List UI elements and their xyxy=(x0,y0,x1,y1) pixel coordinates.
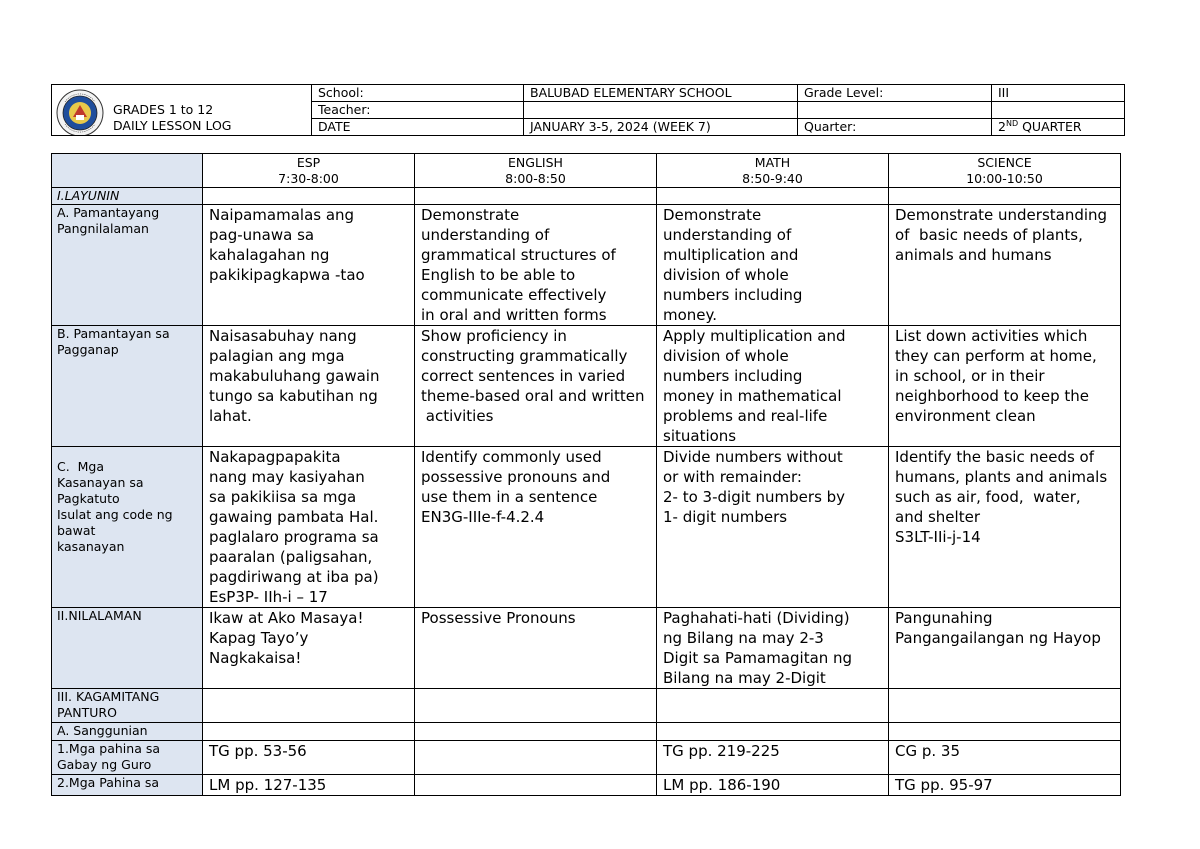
cell-line: numbers including xyxy=(663,286,803,304)
teacher-value xyxy=(524,102,798,119)
row-label-layunin: I.LAYUNIN xyxy=(52,188,203,205)
cell-line: Digit sa Pamamagitan ng xyxy=(663,649,853,667)
cell xyxy=(889,188,1121,205)
cell-line: S3LT-IIi-j-14 xyxy=(895,528,981,546)
cell-line: B. Pamantayan sa xyxy=(57,326,170,341)
cell-line: or with remainder: xyxy=(663,468,802,486)
learner-materials-english xyxy=(415,775,657,796)
cell-line: Pagkatuto xyxy=(57,491,120,506)
quarter-word: QUARTER xyxy=(1018,119,1082,134)
cell xyxy=(415,188,657,205)
cell-line: neighborhood to keep the xyxy=(895,387,1090,405)
cell-line: numbers including xyxy=(663,367,803,385)
teacher-extra-cell xyxy=(798,102,992,119)
column-header-esp: ESP 7:30-8:00 xyxy=(203,154,415,188)
header-title-cell xyxy=(52,85,312,136)
cell-line: Bilang na may 2-Digit xyxy=(663,669,826,687)
row-label-kasanayan xyxy=(52,447,203,608)
cell-line: Pangunahing xyxy=(895,609,993,627)
learning-competency-esp xyxy=(203,447,415,608)
quarter-suffix: ND xyxy=(1005,118,1019,128)
cell-line: communicate effectively xyxy=(421,286,607,304)
content-esp xyxy=(203,608,415,689)
header-title-line1: GRADES 1 to 12 xyxy=(113,102,214,117)
teacher-guide-english xyxy=(415,741,657,775)
cell-line: Naipamamalas ang xyxy=(209,206,355,224)
cell-line: Nagkakaisa! xyxy=(209,649,302,667)
content-standard-math xyxy=(657,205,889,326)
cell-line: money. xyxy=(663,306,718,324)
cell-line: 1- digit numbers xyxy=(663,508,788,526)
cell-line: Pangangailangan ng Hayop xyxy=(895,629,1101,647)
cell-line: humans, plants and animals xyxy=(895,468,1108,486)
cell-line: pag-unawa sa xyxy=(209,226,315,244)
cell-line: lahat. xyxy=(209,407,252,425)
cell-line: palagian ang mga xyxy=(209,347,345,365)
performance-standard-english xyxy=(415,326,657,447)
cell-line: sa pakikiisa sa mga xyxy=(209,488,357,506)
learner-materials-science: TG pp. 95-97 xyxy=(889,775,1121,796)
cell-line: paaralan (paligsahan, xyxy=(209,548,373,566)
cell-line: English to be able to xyxy=(421,266,576,284)
cell xyxy=(203,689,415,723)
cell-line: Pangnilalaman xyxy=(57,221,149,236)
learning-competency-english xyxy=(415,447,657,608)
learning-competency-science xyxy=(889,447,1121,608)
cell-line: List down activities which xyxy=(895,327,1088,345)
cell-line: activities xyxy=(421,407,494,425)
cell-line: animals and humans xyxy=(895,246,1052,264)
cell-line: 1.Mga pahina sa xyxy=(57,741,160,756)
quarter-value xyxy=(992,119,1125,136)
learning-competency-math xyxy=(657,447,889,608)
teacher-guide-math: TG pp. 219-225 xyxy=(657,741,889,775)
grade-level-label: Grade Level: xyxy=(798,85,992,102)
cell-line: of basic needs of plants, xyxy=(895,226,1083,244)
quarter-label: Quarter: xyxy=(798,119,992,136)
cell-line: they can perform at home, xyxy=(895,347,1097,365)
teacher-label: Teacher: xyxy=(312,102,524,119)
quarter-number: 2 xyxy=(998,119,1006,134)
cell-line: Demonstrate xyxy=(421,206,520,224)
cell-line: division of whole xyxy=(663,266,789,284)
cell xyxy=(415,689,657,723)
cell-line: tungo sa kabutihan ng xyxy=(209,387,378,405)
school-label: School: xyxy=(312,85,524,102)
cell-line: constructing grammatically xyxy=(421,347,628,365)
cell xyxy=(657,689,889,723)
cell-line: kasanayan xyxy=(57,539,125,554)
cell-line: Identify the basic needs of xyxy=(895,448,1095,466)
row-label-pamantayang-pangnilalaman xyxy=(52,205,203,326)
school-value: BALUBAD ELEMENTARY SCHOOL xyxy=(524,85,798,102)
cell-line: 2- to 3-digit numbers by xyxy=(663,488,846,506)
corner-cell xyxy=(52,154,203,188)
cell-line: Apply multiplication and xyxy=(663,327,846,345)
teacher-guide-science: CG p. 35 xyxy=(889,741,1121,775)
content-science xyxy=(889,608,1121,689)
cell-line: kahalagahan ng xyxy=(209,246,330,264)
cell-line: and shelter xyxy=(895,508,980,526)
grade-level-value: III xyxy=(992,85,1125,102)
date-label: DATE xyxy=(312,119,524,136)
row-label-sanggunian: A. Sanggunian xyxy=(52,723,203,741)
learner-materials-math: LM pp. 186-190 xyxy=(657,775,889,796)
teacher-guide-esp: TG pp. 53-56 xyxy=(203,741,415,775)
cell-line: Kapag Tayo’y xyxy=(209,629,309,647)
row-label-pahina: 2.Mga Pahina sa xyxy=(52,775,203,796)
learner-materials-esp: LM pp. 127-135 xyxy=(203,775,415,796)
content-math xyxy=(657,608,889,689)
cell-line: Ikaw at Ako Masaya! xyxy=(209,609,364,627)
cell-line: pakikipagkapwa -tao xyxy=(209,266,365,284)
cell xyxy=(203,188,415,205)
cell-line: such as air, food, water, xyxy=(895,488,1081,506)
cell-line: environment clean xyxy=(895,407,1036,425)
cell-line: Demonstrate xyxy=(663,206,762,224)
cell xyxy=(657,723,889,741)
cell-line: use them in a sentence xyxy=(421,488,598,506)
cell-line: understanding of xyxy=(421,226,550,244)
cell-line: situations xyxy=(663,427,737,445)
date-value: JANUARY 3-5, 2024 (WEEK 7) xyxy=(524,119,798,136)
cell-line: Kasanayan sa xyxy=(57,475,144,490)
cell xyxy=(657,188,889,205)
cell-line: Identify commonly used xyxy=(421,448,602,466)
deped-seal-icon xyxy=(56,89,104,136)
cell-line: III. KAGAMITANG xyxy=(57,689,160,704)
content-standard-english xyxy=(415,205,657,326)
cell-line: correct sentences in varied xyxy=(421,367,626,385)
cell-line: A. Pamantayang xyxy=(57,205,160,220)
cell-line: multiplication and xyxy=(663,246,799,264)
cell-line: problems and real-life xyxy=(663,407,828,425)
cell-line: EsP3P- IIh-i – 17 xyxy=(209,588,328,606)
content-standard-esp xyxy=(203,205,415,326)
cell-line: Naisasabuhay nang xyxy=(209,327,357,345)
content-english xyxy=(415,608,657,689)
performance-standard-esp xyxy=(203,326,415,447)
cell-line: Paghahati-hati (Dividing) xyxy=(663,609,850,627)
row-label-gabay-ng-guro xyxy=(52,741,203,775)
cell-line: pagdiriwang at iba pa) xyxy=(209,568,379,586)
content-standard-science xyxy=(889,205,1121,326)
cell-line: Gabay ng Guro xyxy=(57,757,152,772)
cell-line: understanding of xyxy=(663,226,792,244)
performance-standard-math xyxy=(657,326,889,447)
cell-line: in oral and written forms xyxy=(421,306,607,324)
teacher-extra-cell xyxy=(992,102,1125,119)
column-header-science: SCIENCE 10:00-10:50 xyxy=(889,154,1121,188)
cell-line: paglalaro programa sa xyxy=(209,528,379,546)
cell xyxy=(889,723,1121,741)
cell-line: Show proficiency in xyxy=(421,327,567,345)
row-label-kagamitang-panturo xyxy=(52,689,203,723)
cell-line: Isulat ang code ng xyxy=(57,507,173,522)
cell-line: Possessive Pronouns xyxy=(421,609,576,627)
header-title-line2: DAILY LESSON LOG xyxy=(113,118,232,133)
lesson-log-table xyxy=(51,153,1121,796)
cell-line: Demonstrate understanding xyxy=(895,206,1108,224)
cell-line: gawaing pambata Hal. xyxy=(209,508,379,526)
column-header-math: MATH 8:50-9:40 xyxy=(657,154,889,188)
cell-line: possessive pronouns and xyxy=(421,468,611,486)
column-header-english: ENGLISH 8:00-8:50 xyxy=(415,154,657,188)
cell-line: Pagganap xyxy=(57,342,119,357)
cell-line: ng Bilang na may 2-3 xyxy=(663,629,824,647)
cell-line: bawat xyxy=(57,523,96,538)
cell-line: Divide numbers without xyxy=(663,448,843,466)
header-table xyxy=(51,84,1125,136)
cell-line: Nakapagpapakita xyxy=(209,448,341,466)
cell-line: money in mathematical xyxy=(663,387,842,405)
cell xyxy=(203,723,415,741)
row-label-pamantayan-sa-pagganap xyxy=(52,326,203,447)
row-label-nilalaman: II.NILALAMAN xyxy=(52,608,203,689)
cell-line: PANTURO xyxy=(57,705,117,720)
cell-line: in school, or in their xyxy=(895,367,1045,385)
cell-line: nang may kasiyahan xyxy=(209,468,365,486)
cell xyxy=(889,689,1121,723)
cell-line: grammatical structures of xyxy=(421,246,616,264)
cell-line: EN3G-IIIe-f-4.2.4 xyxy=(421,508,545,526)
cell-line: C. Mga xyxy=(57,459,105,474)
cell-line: division of whole xyxy=(663,347,789,365)
performance-standard-science xyxy=(889,326,1121,447)
cell xyxy=(415,723,657,741)
cell-line: theme-based oral and written xyxy=(421,387,645,405)
cell-line: makabuluhang gawain xyxy=(209,367,380,385)
